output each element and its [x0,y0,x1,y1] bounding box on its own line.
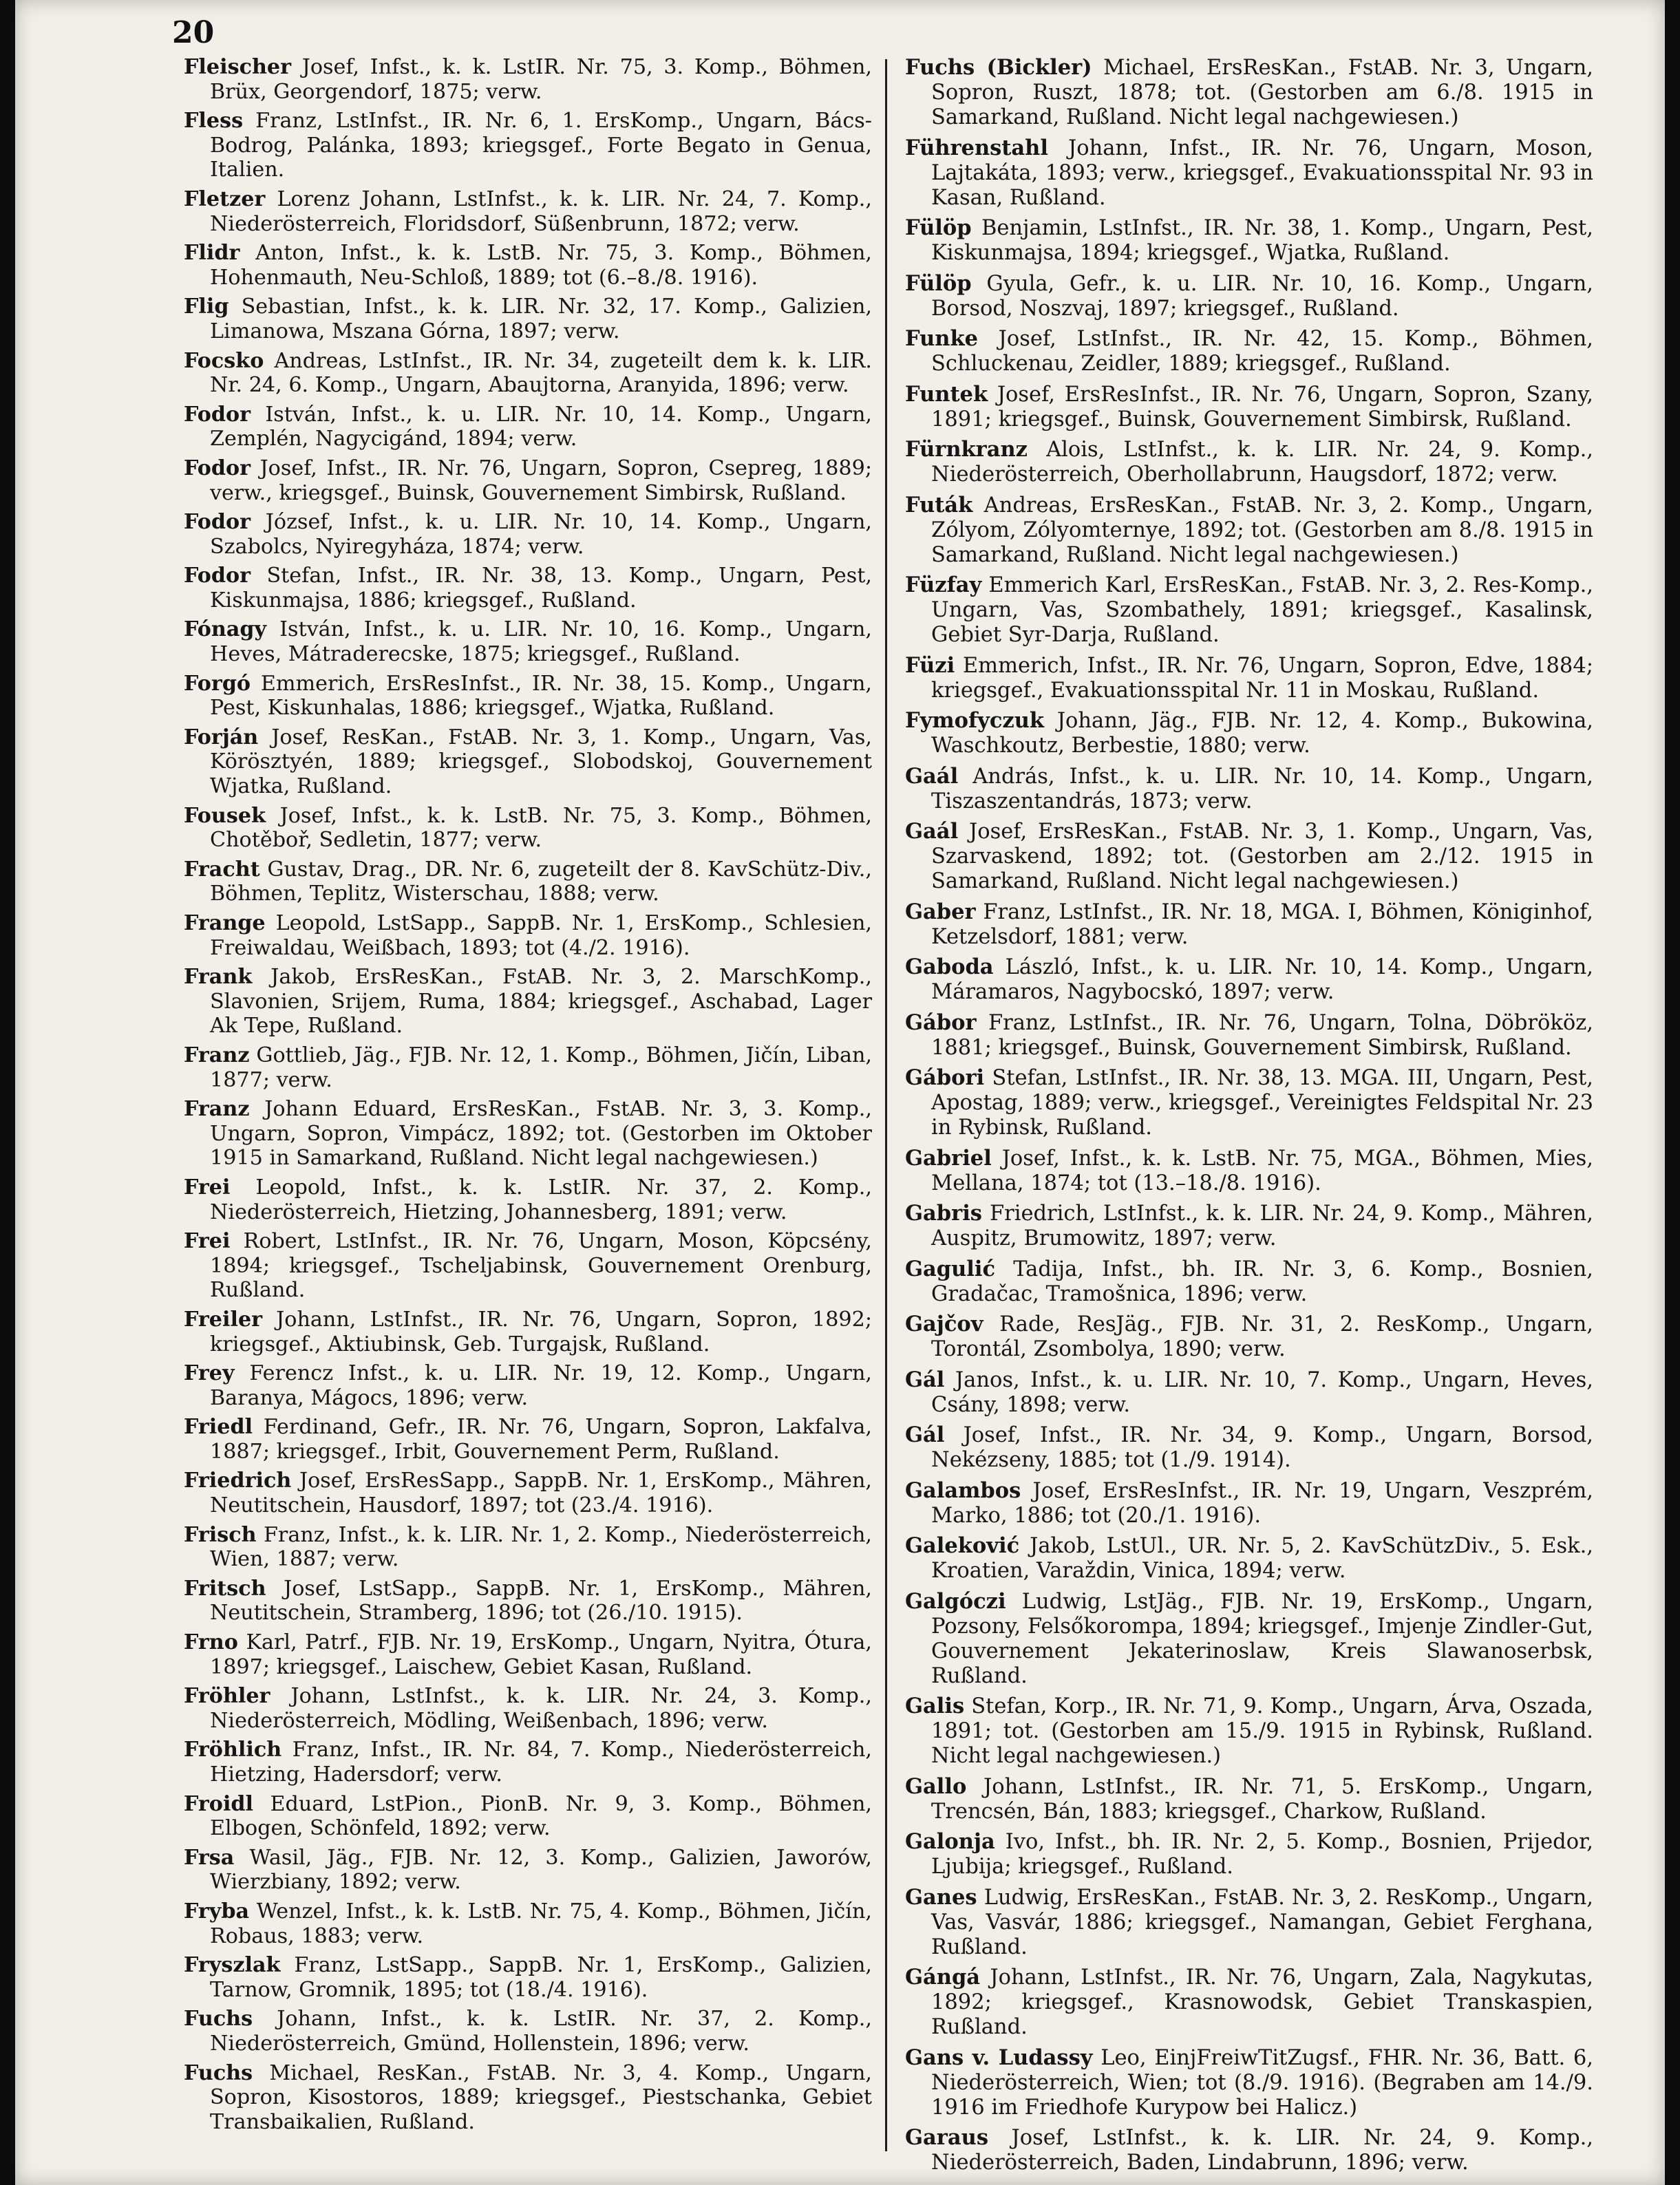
list-entry [184,1415,872,1464]
entry-details: Johann, Infst., k. k. LstIR. Nr. 37, 2. Komp., Niederösterreich, Gmünd, Hollenstein, 1896; verw. [210,2007,873,2056]
entry-details: Johann, LstInfst., IR. Nr. 76, Ungarn, Zala, Nagykutas, 1892; kriegsgef., Krasnowodsk, Gebiet Transkaspien, Rußland. [931,1965,1593,2039]
list-entry [184,804,872,853]
entry-details: Karl, Patrf., FJB. Nr. 19, ErsKomp., Ungarn, Nyitra, Ótura, 1897; kriegsgef., Laischew, Gebiet Kasan, Rußland. [210,1630,872,1679]
entry-surname: Galgóczi [905,1588,1006,1614]
list-entry [905,1829,1593,1879]
entry-surname: Frange [184,911,266,935]
entry-surname: Gallo [905,1773,967,1799]
entry-details: Josef, ErsResSapp., SappB. Nr. 1, ErsKomp., Mähren, Neutitschein, Hausdorf, 1897; tot (23./4. 1916). [210,1469,872,1518]
entry-surname: Ganes [905,1884,977,1910]
entry-details: Anton, Infst., k. k. LstB. Nr. 75, 3. Komp., Böhmen, Hohenmauth, Neu-Schloß, 1889; tot (6.–8./8. 1916). [210,241,872,290]
list-entry [905,1201,1593,1251]
entry-details: Jakob, ErsResKan., FstAB. Nr. 3, 2. MarschKomp., Slavonien, Srijem, Ruma, 1884; kriegsgef., Aschabad, Lager Ak Tepe, Rußland. [210,965,872,1038]
list-entry [184,349,872,398]
entry-details: Lorenz Johann, LstInfst., k. k. LIR. Nr. 24, 7. Komp., Niederösterreich, Floridsdorf, Süßenbrunn, 1872; verw. [210,186,872,236]
list-entry [905,1367,1593,1418]
entry-details: Stefan, Korp., IR. Nr. 71, 9. Komp., Ungarn, Árva, Oszada, 1891; tot. (Gestorben am 15./9. 1915 in Rybinsk, Rußland. Nicht legal nachgewiesen.) [931,1694,1593,1768]
entry-details: Stefan, Infst., IR. Nr. 38, 13. Komp., Ungarn, Pest, Kiskunmajsa, 1886; kriegsgef., Rußland. [210,564,872,612]
entry-details: László, Infst., k. u. LIR. Nr. 10, 14. Komp., Ungarn, Máramaros, Nagybocskó, 1897; verw. [931,955,1593,1004]
entry-surname: Gábor [905,1010,977,1035]
entry-details: Johann, LstInfst., IR. Nr. 71, 5. ErsKomp., Ungarn, Trencsén, Bán, 1883; kriegsgef., Charkow, Rußland. [931,1774,1594,1824]
list-entry [184,672,872,721]
list-entry [905,2125,1593,2175]
entry-surname: Fless [184,109,244,134]
entry-surname: Fracht [184,857,260,882]
entry-details: József, Infst., k. u. LIR. Nr. 10, 14. Komp., Ungarn, Szabolcs, Nyiregyháza, 1874; verw. [210,510,872,559]
entry-details: Franz, Infst., k. k. LIR. Nr. 1, 2. Komp., Niederösterreich, Wien, 1887; verw. [210,1522,872,1572]
entry-surname: Füzfay [905,573,982,597]
entry-surname: Fryba [184,1899,250,1923]
list-entry [905,1885,1593,1960]
entry-details: Friedrich, LstInfst., k. k. LIR. Nr. 24, 9. Komp., Mähren, Auspitz, Brumowitz, 1897; verw. [931,1202,1593,1250]
entry-surname: Fymofyczuk [905,708,1045,733]
list-entry [184,965,872,1038]
entry-details: Eduard, LstPion., PionB. Nr. 9, 3. Komp., Böhmen, Elbogen, Schönfeld, 1892; verw. [210,1791,872,1841]
column-divider [885,59,887,2151]
entry-details: Franz, Infst., IR. Nr. 84, 7. Komp., Niederösterreich, Hietzing, Hadersdorf; verw. [210,1738,872,1787]
entry-surname: Fülöp [905,215,972,240]
list-entry [184,2061,872,2135]
list-entry [905,708,1593,758]
scanned-page [15,0,1665,2185]
entry-surname: Franz [184,1043,250,1067]
list-entry [905,764,1593,814]
list-entry [905,136,1593,211]
list-entry [905,55,1593,130]
entry-surname: Fodor [184,510,251,535]
list-entry [905,573,1593,648]
entry-surname: Friedl [184,1415,253,1440]
entry-details: Josef, ErsResInfst., IR. Nr. 19, Ungarn, Veszprém, Marko, 1886; tot (20./1. 1916). [931,1478,1593,1528]
list-entry [184,2007,872,2056]
entry-details: Ludwig, LstJäg., FJB. Nr. 19, ErsKomp., Ungarn, Pozsony, Felsőkorompa, 1894; kriegsgef., Imjenje Zindler-Gut, Gouvernement Jekaterinoslaw, Kreis Slawanoserbsk, Rußland. [931,1589,1593,1688]
entry-surname: Gaál [905,819,959,844]
list-entry [184,1308,872,1356]
list-entry [184,1899,872,1948]
list-entry [184,1846,872,1895]
entry-details: Franz, LstInfst., IR. Nr. 76, Ungarn, Tolna, Döbrököz, 1881; kriegsgef., Buinsk, Gouvernement Simbirsk, Rußland. [931,1010,1593,1060]
entry-details: Gottlieb, Jäg., FJB. Nr. 12, 1. Komp., Böhmen, Jičín, Liban, 1877; verw. [210,1043,872,1092]
entry-surname: Fodor [184,402,251,427]
list-entry [905,1774,1593,1824]
list-entry [184,1523,872,1572]
entry-details: Emmerich, Infst., IR. Nr. 76, Ungarn, Sopron, Edve, 1884; kriegsgef., Evakuationsspital Nr. 11 in Moskau, Rußland. [931,653,1593,703]
entry-details: Ferdinand, Gefr., IR. Nr. 76, Ungarn, Sopron, Lakfalva, 1887; kriegsgef., Irbit, Gouvernement Perm, Rußland. [210,1415,872,1464]
entry-surname: Fröhler [184,1684,270,1709]
entry-details: Johann, LstInfst., k. k. LIR. Nr. 24, 3. Komp., Niederösterreich, Mödling, Weißenbach, 1896; verw. [210,1684,872,1733]
entry-surname: Forján [184,725,259,749]
list-entry [905,271,1593,321]
entry-surname: Fleischer [184,55,292,79]
list-entry [905,1694,1593,1769]
entry-surname: Fritsch [184,1576,266,1601]
list-entry [184,911,872,960]
entry-surname: Frsa [184,1845,235,1870]
entry-details: István, Infst., k. u. LIR. Nr. 10, 16. Komp., Ungarn, Heves, Mátraderecske, 1875; kriegsgef., Rußland. [210,617,872,667]
entry-details: István, Infst., k. u. LIR. Nr. 10, 14. Komp., Ungarn, Zemplén, Nagycigánd, 1894; verw. [210,402,872,451]
list-entry [184,1361,872,1410]
entry-details: Tadija, Infst., bh. IR. Nr. 3, 6. Komp., Bosnien, Gradačac, Tramošnica, 1896; verw. [931,1257,1593,1306]
entry-surname: Frei [184,1175,231,1200]
list-entry [184,1577,872,1626]
entry-surname: Fryszlak [184,1953,281,1978]
list-entry [184,1953,872,2002]
list-entry [184,1792,872,1841]
list-entry [905,1146,1593,1196]
entry-surname: Fülöp [905,270,972,296]
entry-surname: Frisch [184,1522,257,1547]
list-entry [905,382,1593,432]
entry-surname: Froidl [184,1791,253,1816]
entry-surname: Galeković [905,1533,1020,1558]
entry-details: Franz, LstInfst., IR. Nr. 6, 1. ErsKomp., Ungarn, Bács-Bodrog, Palánka, 1893; kriegsgef., Forte Begato in Genua, Italien. [210,109,872,182]
entry-surname: Galonja [905,1829,995,1854]
entry-details: Ferencz Infst., k. u. LIR. Nr. 19, 12. Komp., Ungarn, Baranya, Mágocs, 1896; verw. [210,1361,872,1410]
entry-surname: Gángá [905,1965,981,1990]
entry-surname: Gajčov [905,1312,983,1336]
entry-details: Josef, ResKan., FstAB. Nr. 3, 1. Komp., Ungarn, Vas, Körösztyén, 1889; kriegsgef., Slobodskoj, Gouvernement Wjatka, Rußland. [210,725,872,799]
entry-surname: Fodor [184,564,251,588]
entry-surname: Forgó [184,671,251,696]
entry-surname: Flig [184,295,229,319]
list-entry [905,1965,1593,2040]
entry-details: Johann, Infst., IR. Nr. 76, Ungarn, Moson, Lajtakáta, 1893; verw., kriegsgef., Evakuationsspital Nr. 93 in Kasan, Rußland. [931,136,1594,210]
entry-details: Leopold, Infst., k. k. LstIR. Nr. 37, 2. Komp., Niederösterreich, Hietzing, Johannesberg, 1891; verw. [210,1175,872,1224]
entry-surname: Frno [184,1630,238,1655]
entry-details: Josef, Infst., k. k. LstB. Nr. 75, MGA., Böhmen, Mies, Mellana, 1874; tot (13.–18./8. 1916). [931,1146,1593,1195]
list-entry [905,2045,1593,2120]
entry-details: Gustav, Drag., DR. Nr. 6, zugeteilt der 8. KavSchütz-Div., Böhmen, Teplitz, Wisterschau, 1888; verw. [210,857,872,906]
entry-details: Emmerich, ErsResInfst., IR. Nr. 38, 15. Komp., Ungarn, Pest, Kiskunhalas, 1886; kriegsgef., Wjatka, Rußland. [210,671,872,721]
entry-details: Franz, LstInfst., IR. Nr. 18, MGA. I, Böhmen, Königinhof, Ketzelsdorf, 1881; verw. [931,899,1593,949]
entry-details: Johann Eduard, ErsResKan., FstAB. Nr. 3, 3. Komp., Ungarn, Sopron, Vimpácz, 1892; tot. (Gestorben im Oktober 1915 in Samarkand, Rußland. Nicht legal nachgewiesen.) [210,1097,872,1171]
list-entry [905,1422,1593,1473]
entry-surname: Fletzer [184,186,266,211]
entry-details: Franz, LstSapp., SappB. Nr. 1, ErsKomp., Galizien, Tarnow, Gromnik, 1895; tot (18./4. 1916). [210,1953,872,2002]
entry-details: Johann, Jäg., FJB. Nr. 12, 4. Komp., Bukowina, Waschkoutz, Berbestie, 1880; verw. [931,709,1593,758]
entry-details: Josef, ErsResInfst., IR. Nr. 76, Ungarn, Sopron, Szany, 1891; kriegsgef., Buinsk, Gouvernement Simbirsk, Rußland. [931,382,1593,431]
list-entry [905,1312,1593,1362]
entry-surname: Gál [905,1422,945,1447]
entry-details: Michael, ErsResKan., FstAB. Nr. 3, Ungarn, Sopron, Ruszt, 1878; tot. (Gestorben am 6./8. 1915 in Samarkand, Rußland. Nicht legal nachgewiesen.) [931,56,1594,129]
entry-surname: Flidr [184,241,240,266]
list-entry [905,899,1593,950]
entry-details: Leopold, LstSapp., SappB. Nr. 1, ErsKomp., Schlesien, Freiwaldau, Weißbach, 1893; tot (4./2. 1916). [210,911,872,960]
list-entry [905,215,1593,266]
entry-surname: Fodor [184,456,251,480]
entry-details: Robert, LstInfst., IR. Nr. 76, Ungarn, Moson, Köpcsény, 1894; kriegsgef., Tscheljabinsk, Gouvernement Orenburg, Rußland. [210,1229,872,1303]
entry-surname: Garaus [905,2125,988,2150]
entry-details: Michael, ResKan., FstAB. Nr. 3, 4. Komp., Ungarn, Sopron, Kisostoros, 1889; kriegsgef., Piestschanka, Gebiet Transbaikalien, Rußland. [210,2060,872,2134]
entry-surname: Franz [184,1097,250,1122]
entry-details: Wasil, Jäg., FJB. Nr. 12, 3. Komp., Galizien, Jaworów, Wierzbiany, 1892; verw. [210,1845,872,1895]
list-entry [184,1469,872,1517]
list-entry [184,109,872,182]
entry-details: Jakob, LstUl., UR. Nr. 5, 2. KavSchützDiv., 5. Esk., Kroatien, Varaždin, Vinica, 1894; verw. [931,1534,1593,1583]
entry-surname: Friedrich [184,1469,292,1493]
entry-surname: Gaber [905,899,976,924]
entry-details: Johann, LstInfst., IR. Nr. 76, Ungarn, Sopron, 1892; kriegsgef., Aktiubinsk, Geb. Turgajsk, Rußland. [210,1307,872,1356]
entry-surname: Gaboda [905,955,994,979]
entry-surname: Focsko [184,348,264,373]
entry-surname: Fuchs (Bickler) [905,55,1092,80]
entry-surname: Gabris [905,1201,982,1226]
list-entry [905,819,1593,894]
list-entry [905,493,1593,568]
list-entry [184,187,872,236]
entry-surname: Funke [905,326,979,351]
list-entry [905,1589,1593,1689]
list-entry [905,1478,1593,1528]
entry-details: Josef, LstSapp., SappB. Nr. 1, ErsKomp., Mähren, Neutitschein, Stramberg, 1896; tot (26./10. 1915). [210,1576,872,1626]
list-entry [184,241,872,290]
entry-details: Josef, Infst., k. k. LstB. Nr. 75, 3. Komp., Böhmen, Chotěboř, Sedletin, 1877; verw. [210,803,872,853]
entry-details: Janos, Infst., k. u. LIR. Nr. 10, 7. Komp., Ungarn, Heves, Csány, 1898; verw. [931,1367,1593,1417]
list-entry [184,456,872,505]
entry-surname: Frank [184,965,253,990]
entry-details: Josef, Infst., k. k. LstIR. Nr. 75, 3. Komp., Böhmen, Brüx, Georgendorf, 1875; verw. [210,55,872,104]
entry-surname: Fürnkranz [905,437,1028,462]
entry-details: Josef, Infst., IR. Nr. 76, Ungarn, Sopron, Csepreg, 1889; verw., kriegsgef., Buinsk, Gouvernement Simbirsk, Rußland. [210,456,872,505]
entry-details: Stefan, LstInfst., IR. Nr. 38, 13. MGA. III, Ungarn, Pest, Apostag, 1889; verw., kriegsgef., Vereinigtes Feldspital Nr. 23 in Rybinsk, Rußland. [931,1066,1593,1140]
entry-surname: Fröhlich [184,1738,282,1762]
list-entry [905,955,1593,1005]
entry-surname: Freiler [184,1307,263,1332]
list-entry [905,437,1593,487]
entry-details: Gyula, Gefr., k. u. LIR. Nr. 10, 16. Komp., Ungarn, Borsod, Noszvaj, 1897; kriegsgef., Rußland. [931,271,1594,321]
entry-surname: Gaál [905,763,959,789]
entry-details: Rade, ResJäg., FJB. Nr. 31, 2. ResKomp., Ungarn, Torontál, Zsombolya, 1890; verw. [931,1312,1593,1361]
entry-details: Josef, Infst., IR. Nr. 34, 9. Komp., Ungarn, Borsod, Nekézseny, 1885; tot (1./9. 1914). [931,1423,1593,1472]
entry-details: Benjamin, LstInfst., IR. Nr. 38, 1. Komp., Ungarn, Pest, Kiskunmajsa, 1894; kriegsgef., Wjatka, Rußland. [931,216,1593,265]
entry-surname: Gábori [905,1065,985,1090]
list-entry [184,510,872,559]
list-entry [184,1229,872,1303]
entry-surname: Frei [184,1229,231,1254]
entry-surname: Galambos [905,1478,1021,1503]
entry-surname: Fousek [184,803,266,828]
entry-surname: Gagulić [905,1256,996,1281]
entry-details: Andreas, LstInfst., IR. Nr. 34, zugeteilt dem k. k. LIR. Nr. 24, 6. Komp., Ungarn, Abaujtorna, Aranyida, 1896; verw. [210,348,872,398]
list-entry [184,1175,872,1224]
entry-details: Wenzel, Infst., k. k. LstB. Nr. 75, 4. Komp., Böhmen, Jičín, Robaus, 1883; verw. [210,1899,872,1948]
entry-surname: Führenstahl [905,135,1048,160]
entry-details: Sebastian, Infst., k. k. LIR. Nr. 32, 17. Komp., Galizien, Limanowa, Mszana Górna, 1897; verw. [210,295,872,343]
entry-surname: Fuchs [184,2060,253,2085]
entry-surname: Futák [905,492,973,518]
entry-details: Josef, ErsResKan., FstAB. Nr. 3, 1. Komp., Ungarn, Vas, Szarvaskend, 1892; tot. (Gestorben am 2./12. 1915 in Samarkand, Rußland. Nicht legal nachgewiesen.) [931,820,1593,893]
list-entry [905,1533,1593,1584]
list-entry [184,55,872,104]
entry-details: Ivo, Infst., bh. IR. Nr. 2, 5. Komp., Bosnien, Prijedor, Ljubija; kriegsgef., Rußland. [931,1830,1593,1879]
entry-details: Alois, LstInfst., k. k. LIR. Nr. 24, 9. Komp., Niederösterreich, Oberhollabrunn, Haugsdorf, 1872; verw. [931,438,1593,487]
entry-details: Andreas, ErsResKan., FstAB. Nr. 3, 2. Komp., Ungarn, Zólyom, Zólyomternye, 1892; tot. (Gestorben am 8./8. 1915 in Samarkand, Rußland. Nicht legal nachgewiesen.) [931,493,1593,567]
right-column [905,55,1593,2181]
entry-details: Josef, LstInfst., k. k. LIR. Nr. 24, 9. Komp., Niederösterreich, Baden, Lindabrunn, 1896; verw. [931,2126,1594,2175]
entry-surname: Fónagy [184,617,267,642]
left-column [184,55,872,2139]
list-entry [184,617,872,666]
list-entry [184,857,872,906]
entry-details: András, Infst., k. u. LIR. Nr. 10, 14. Komp., Ungarn, Tiszaszentandrás, 1873; verw. [931,764,1593,813]
list-entry [184,725,872,799]
list-entry [905,1257,1593,1307]
entry-surname: Gabriel [905,1145,992,1171]
entry-details: Josef, LstInfst., IR. Nr. 42, 15. Komp., Böhmen, Schluckenau, Zeidler, 1889; kriegsgef., Rußland. [931,327,1593,376]
entry-surname: Fuchs [184,2007,253,2032]
list-entry [184,1043,872,1092]
entry-details: Leo, EinjFreiwTitZugsf., FHR. Nr. 36, Batt. 6, Niederösterreich, Wien; tot (8./9. 1916). (Begraben am 14./9. 1916 im Friedhofe Kurypow bei Halicz.) [931,2045,1593,2120]
list-entry [184,1738,872,1787]
entry-surname: Frey [184,1361,235,1386]
list-entry [905,653,1593,703]
entry-surname: Füzi [905,652,955,678]
list-entry [905,1065,1593,1140]
entry-surname: Gál [905,1367,945,1392]
list-entry [184,295,872,343]
entry-surname: Galis [905,1694,965,1718]
entry-surname: Gans v. Ludassy [905,2045,1093,2070]
list-entry [905,1010,1593,1060]
list-entry [905,326,1593,376]
page-number: 20 [172,15,215,50]
list-entry [184,1097,872,1171]
entry-details: Ludwig, ErsResKan., FstAB. Nr. 3, 2. ResKomp., Ungarn, Vas, Vasvár, 1886; kriegsgef., Namangan, Gebiet Ferghana, Rußland. [931,1885,1593,1959]
entry-surname: Funtek [905,381,988,407]
list-entry [184,1630,872,1679]
list-entry [184,564,872,612]
list-entry [184,403,872,451]
entry-details: Emmerich Karl, ErsResKan., FstAB. Nr. 3, 2. Res-Komp., Ungarn, Vas, Szombathely, 1891; kriegsgef., Kasalinsk, Gebiet Syr-Darja, Rußland. [931,573,1593,647]
list-entry [184,1684,872,1733]
